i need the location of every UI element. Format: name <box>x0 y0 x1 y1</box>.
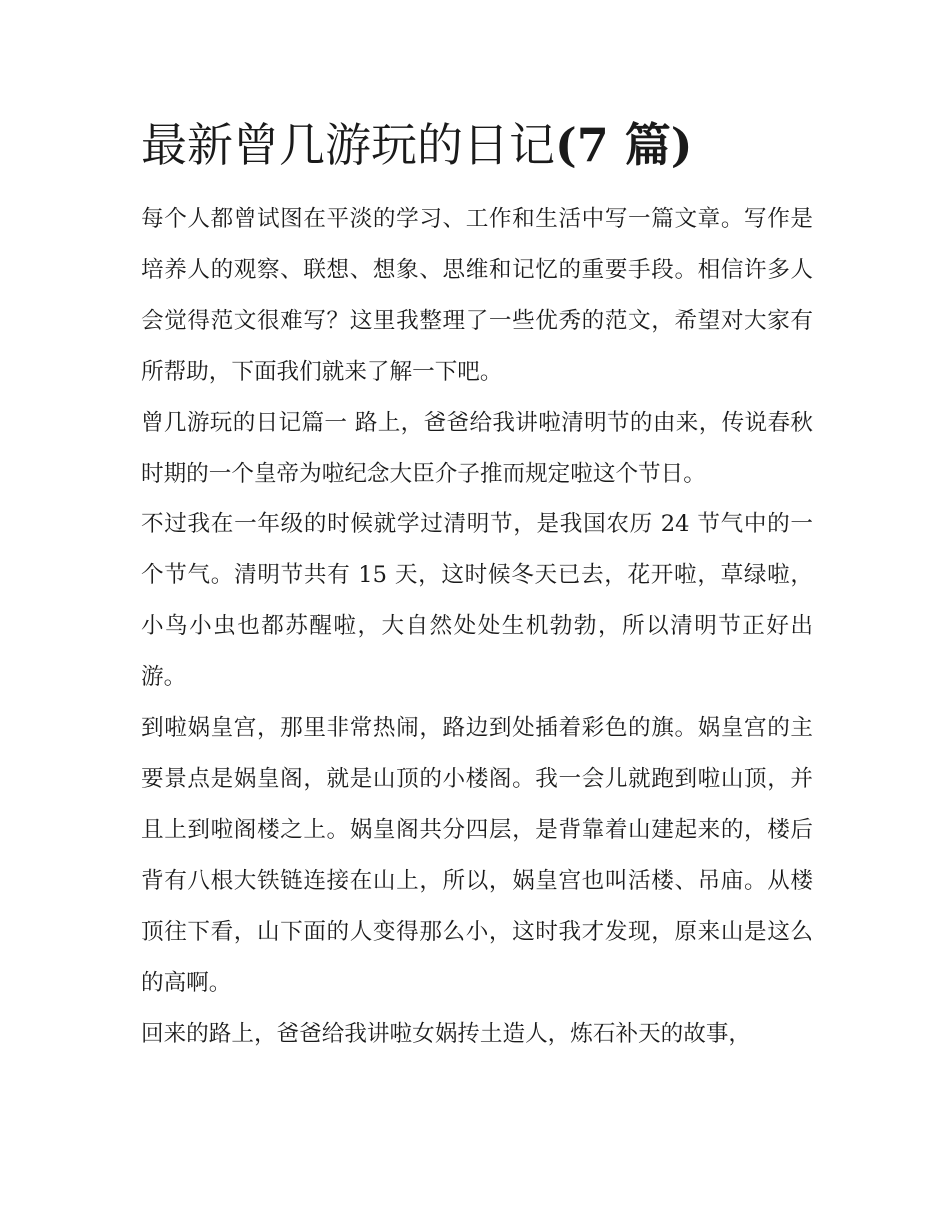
title-suffix: (7 篇) <box>555 118 693 172</box>
paragraph-1: 曾几游玩的日记篇一 路上，爸爸给我讲啦清明节的由来，传说春秋时期的一个皇帝为啦纪念大臣介子推而规定啦这个节日。 <box>141 409 813 487</box>
page-title <box>141 112 813 178</box>
paragraph-intro: 每个人都曾试图在平淡的学习、工作和生活中写一篇文章。写作是培养人的观察、联想、想象、思维和记忆的重要手段。相信许多人会觉得范文很难写？这里我整理了一些优秀的范文，希望对大家有所帮助，下面我们就来了解一下吧。 <box>141 206 813 385</box>
document-body <box>141 112 813 1059</box>
title-text: 最新曾几游玩的日记 <box>141 118 555 172</box>
paragraph-2: 不过我在一年级的时候就学过清明节，是我国农历 24 节气中的一个节气。清明节共有 15 天，这时候冬天已去，花开啦，草绿啦，小鸟小虫也都苏醒啦，大自然处处生机勃勃，所以清明节正好出游。 <box>141 511 813 691</box>
paragraph-4: 回来的路上，爸爸给我讲啦女娲抟土造人，炼石补天的故事， <box>141 1020 752 1047</box>
paragraph-3: 到啦娲皇宫，那里非常热闹，路边到处插着彩色的旗。娲皇宫的主要景点是娲皇阁，就是山顶的小楼阁。我一会儿就跑到啦山顶，并且上到啦阁楼之上。娲皇阁共分四层，是背靠着山建起来的，楼后背有八根大铁链连接在山上，所以，娲皇宫也叫活楼、吊庙。从楼顶往下看，山下面的人变得那么小，这时我才发现，原来山是这么的高啊。 <box>141 715 813 996</box>
